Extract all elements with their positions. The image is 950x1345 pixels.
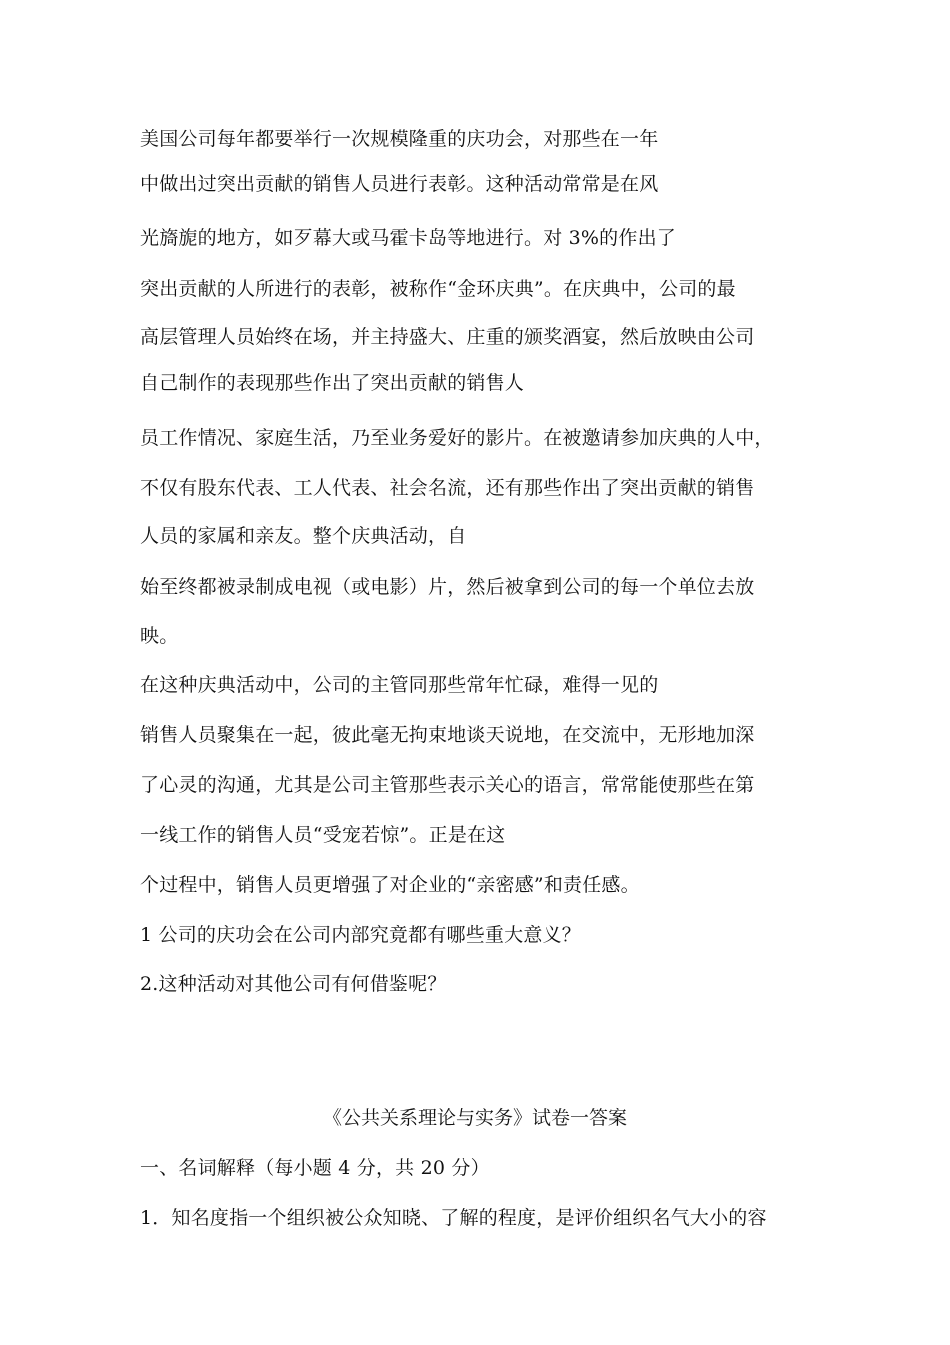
case-text-line: 美国公司每年都要举行一次规模隆重的庆功会，对那些在一年 [140,128,659,150]
case-text-line: 个过程中，销售人员更增强了对企业的“亲密感”和责任感。 [140,874,640,896]
case-text-line: 突出贡献的人所进行的表彰，被称作“金环庆典”。在庆典中，公司的最 [140,278,736,300]
case-text-line: 自己制作的表现那些作出了突出贡献的销售人 [140,372,525,394]
case-text-line: 不仅有股东代表、工人代表、社会名流，还有那些作出了突出贡献的销售 [140,477,755,499]
answer-title: 《公共关系理论与实务》试卷一答案 [322,1107,627,1129]
case-text-line: 员工作情况、家庭生活，乃至业务爱好的影片。在被邀请参加庆典的人中， [140,427,774,449]
case-text-line: 了心灵的沟通，尤其是公司主管那些表示关心的语言，常常能使那些在第 [140,774,755,796]
section-heading: 一、名词解释（每小题 4 分，共 20 分） [140,1157,490,1179]
case-text-line: 一线工作的销售人员“受宠若惊”。正是在这 [140,824,506,846]
case-text-line: 高层管理人员始终在场，并主持盛大、庄重的颁奖酒宴，然后放映由公司 [140,326,755,348]
case-text-line: 光旖旎的地方，如歹幕大或马霍卡岛等地进行。对 3%的作出了 [140,227,676,249]
case-text-line: 在这种庆典活动中，公司的主管同那些常年忙碌，难得一见的 [140,674,659,696]
case-text-line: 中做出过突出贡献的销售人员进行表彰。这种活动常常是在风 [140,173,659,195]
question-2: 2.这种活动对其他公司有何借鉴呢？ [140,973,447,995]
case-text-line: 人员的家属和亲友。整个庆典活动，自 [140,525,467,547]
case-text-line: 销售人员聚集在一起，彼此毫无拘束地谈天说地，在交流中，无形地加深 [140,724,755,746]
question-1: 1 公司的庆功会在公司内部究竟都有哪些重大意义？ [140,924,581,946]
case-text-line: 始至终都被录制成电视（或电影）片，然后被拿到公司的每一个单位去放 [140,576,755,598]
case-text-line: 映。 [140,625,179,647]
answer-item-1: 1．知名度指一个组织被公众知晓、了解的程度，是评价组织名气大小的容 [140,1207,767,1229]
